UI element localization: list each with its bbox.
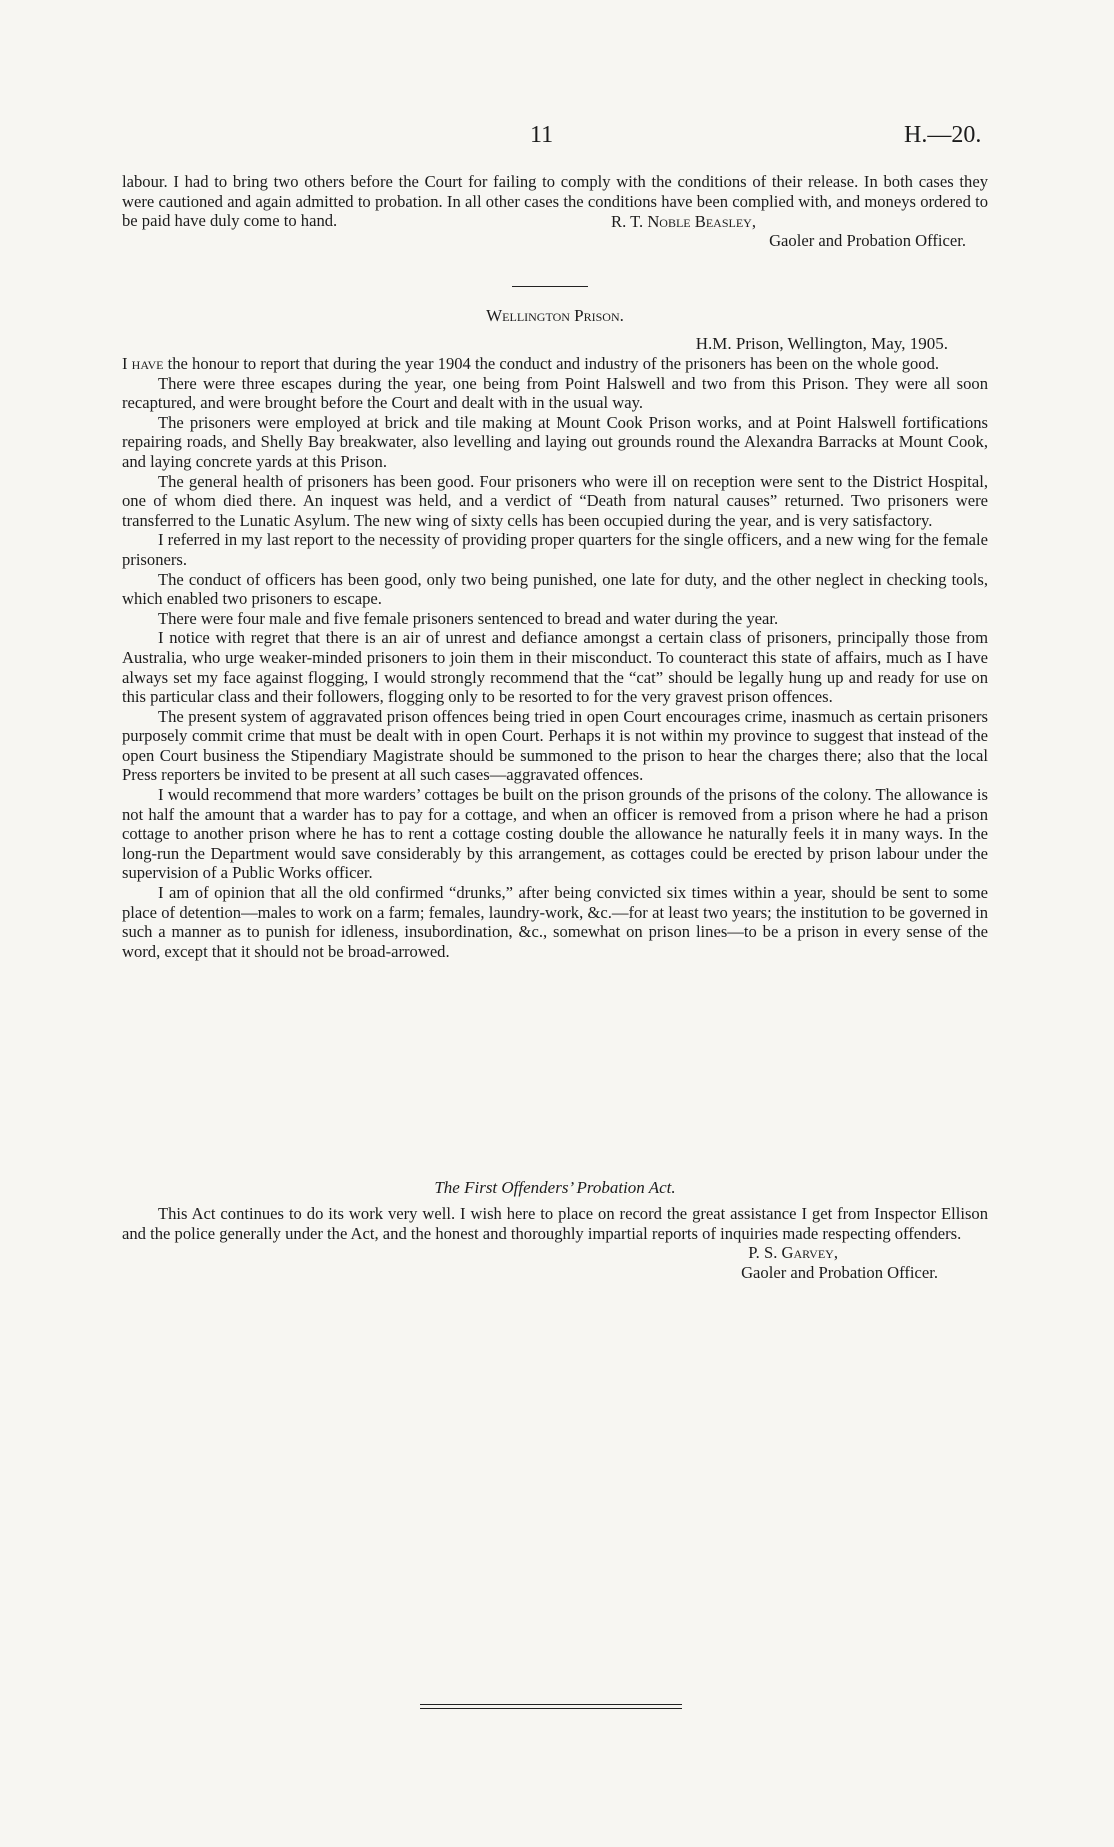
report-code: H.—20. [904,122,982,148]
report-paragraph: The conduct of officers has been good, only two being punished, one late for duty, and the other neglect in checking tools, which enabled two prisoners to escape. [122,569,988,609]
section-divider [512,286,588,287]
report-paragraph: The general health of prisoners has been good. Four prisoners who were ill on reception were sent to the District Hospital, one of whom died there. An inquest was held, and a verdict of “Death from natural causes” returned. Two prisoners were transferred to the Lunatic Asylum. The new wing of sixty cells has been occupied during the year, and is very satisfactory. [122,471,988,530]
signature-name: P. S. Garvey, [748,1243,838,1263]
signature-title: Gaoler and Probation Officer. [741,1262,938,1282]
report-paragraph: I notice with regret that there is an air of unrest and defiance amongst a certain class of prisoners, principally those from Australia, who urge weaker-minded prisoners to join them in their misconduct. To counteract this state of affairs, much as I have always set my face against flogging, I would strongly recommend that the “cat” should be legally hung up and ready for use on this particular class and their followers, flogging only to be resorted to for the very gravest prison offences. [122,628,988,707]
probation-act-section [122,1178,988,1282]
report-paragraph: The prisoners were employed at brick and tile making at Mount Cook Prison works, and at Point Halswell fortifications repairing roads, and Shelly Bay breakwater, also levelling and laying out grounds round the Alexandra Barracks at Mount Cook, and laying concrete yards at this Prison. [122,412,988,471]
wellington-prison-report [122,306,988,961]
section-title: The First Offenders’ Probation Act. [434,1178,676,1197]
report-paragraph: There were four male and five female prisoners sentenced to bread and water during the year. [158,608,779,628]
end-rule [420,1704,682,1705]
dateline: H.M. Prison, Wellington, May, 1905. [695,334,948,353]
signature-title: Gaoler and Probation Officer. [769,231,966,251]
report-paragraph: I would recommend that more warders’ cottages be built on the prison grounds of the prisons of the colony. The allowance is not half the amount that a warder has to pay for a cottage, and when an officer is removed from a prison where he had a prison cottage to another prison where he has to rent a cottage costing double the allowance he naturally feels it in many ways. In the long-run the Department would save considerably by this arrangement, as cottages could be erected by prison labour under the supervision of a Public Works officer. [122,785,988,883]
opening-word: I have [122,354,164,373]
closing-paragraph: labour. I had to bring two others before the Court for failing to comply with the conditions of their release. In both cases they were cautioned and again admitted to probation. In all other cases the conditions have been complied with, and moneys ordered to be paid have duly come to hand. [122,172,988,231]
report-paragraph: I referred in my last report to the necessity of providing proper quarters for the single officers, and a new wing for the female prisoners. [122,530,989,569]
page-number: 11 [530,122,554,148]
end-rule [420,1708,682,1709]
report-paragraph: I have the honour to report that during the year 1904 the conduct and industry of the prisoners has been on the whole good. [122,354,940,373]
previous-report-ending [122,172,988,251]
report-paragraph: There were three escapes during the year, one being from Point Halswell and two from this Prison. They were all soon recaptured, and were brought before the Court and dealt with in the usual way. [122,373,988,413]
signature-name: R. T. Noble Beasley, [611,211,756,231]
section-title: Wellington Prison. [486,306,624,325]
report-paragraph: I am of opinion that all the old confirmed “drunks,” after being convicted six times within a year, should be sent to some place of detention—males to work on a farm; females, laundry-work, &c.—for at least two years; the institution to be governed in such a manner as to punish for idleness, insubordination, &c., somewhat on prison lines—to be a prison in every sense of the word, except that it should not be broad-arrowed. [122,883,988,961]
report-paragraph: The present system of aggravated prison offences being tried in open Court encourages crime, inasmuch as certain prisoners purposely commit crime that must be dealt with in open Court. Perhaps it is not within my province to suggest that instead of the open Court business the Stipendiary Magistrate should be summoned to the prison to hear the charges there; also that the local Press reporters be invited to be present at all such cases—aggravated offences. [122,706,988,785]
report-paragraph: This Act continues to do its work very well. I wish here to place on record the great assistance I get from Inspector Ellison and the police generally under the Act, and the honest and thoroughly impartial reports of inquiries made respecting offenders. [122,1204,988,1243]
